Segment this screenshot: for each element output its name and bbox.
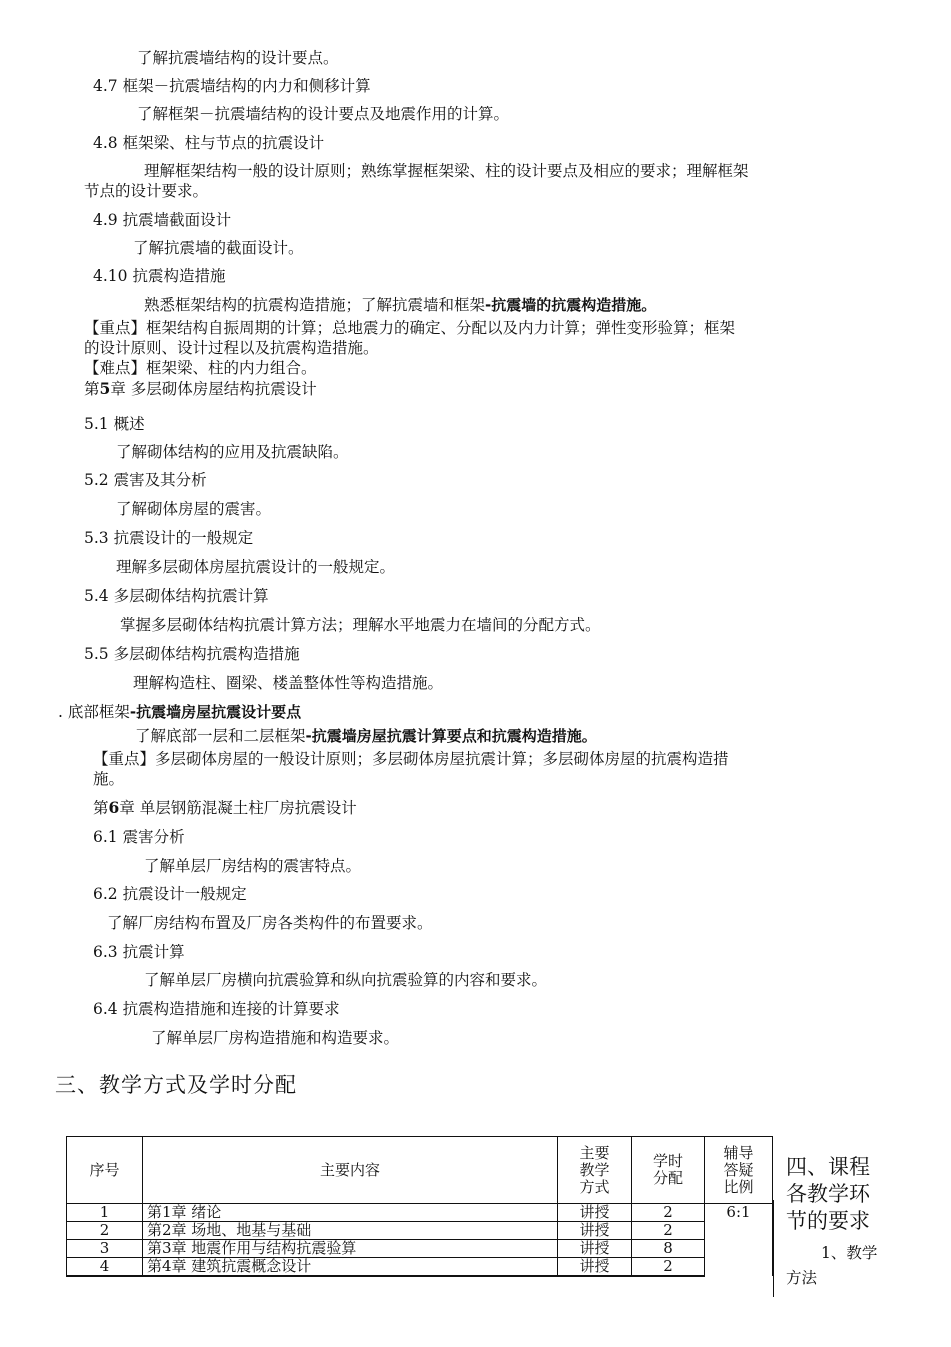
- cell-hours: 2: [632, 1204, 705, 1222]
- header-text: 比例: [723, 1177, 754, 1196]
- header-hours: [632, 1137, 705, 1204]
- table-row: [67, 1204, 773, 1222]
- table-row: [67, 1222, 773, 1240]
- subsection-heading: 5.5 多层砌体结构抗震构造措施: [84, 645, 300, 663]
- chapter-heading: [93, 798, 357, 818]
- cell-method: 讲授: [558, 1222, 632, 1240]
- text-line: 了解厂房结构布置及厂房各类构件的布置要求。: [107, 914, 433, 932]
- subsection-heading: 5.2 震害及其分析: [84, 471, 207, 489]
- bold-text-span: -抗震墙房屋抗震设计要点: [129, 703, 302, 721]
- text-line: 节点的设计要求。: [84, 182, 209, 200]
- subsection-heading: [58, 702, 301, 722]
- cell-method: 讲授: [558, 1258, 632, 1277]
- header-text: 主要: [579, 1143, 610, 1162]
- subheading-text: 1、教学: [821, 1244, 878, 1262]
- text-line: 了解抗震墙的截面设计。: [133, 239, 304, 257]
- subsection-heading: 5.4 多层砌体结构抗震计算: [84, 587, 269, 605]
- header-text: 学时: [652, 1152, 683, 1170]
- key-point-line: 【重点】框架结构自振周期的计算；总地震力的确定、分配以及内力计算；弹性变形验算；框架: [84, 319, 736, 337]
- section-title: 三、教学方式及学时分配: [55, 1073, 297, 1097]
- text-span: 熟悉框架结构的抗震构造措施；了解抗震墙和框架: [144, 296, 486, 314]
- cell-content: 第2章 场地、地基与基础: [143, 1222, 558, 1240]
- text-line: 了解砌体结构的应用及抗震缺陷。: [116, 443, 349, 461]
- cell-content: 第3章 地震作用与结构抗震验算: [143, 1240, 558, 1258]
- text-line: 了解框架－抗震墙结构的设计要点及地震作用的计算。: [137, 105, 510, 123]
- bold-text-span: -抗震墙的抗震构造措施。: [485, 296, 657, 314]
- subsection-heading: 4.10 抗震构造措施: [93, 267, 226, 285]
- subsection-heading: 4.8 框架梁、柱与节点的抗震设计: [93, 134, 325, 152]
- cell-content: 第1章 绪论: [143, 1204, 558, 1222]
- cell-no: 2: [67, 1222, 143, 1240]
- header-no: 序号: [67, 1137, 143, 1204]
- cell-hours: 2: [632, 1222, 705, 1240]
- table-row: [67, 1258, 773, 1277]
- text-line: 的设计原则、设计过程以及抗震构造措施。: [84, 339, 379, 357]
- text-line: 了解单层厂房构造措施和构造要求。: [151, 1029, 400, 1047]
- text-span: 章 单层钢筋混凝土柱厂房抗震设计: [119, 799, 357, 817]
- text-line: 理解框架结构一般的设计原则；熟练掌握框架梁、柱的设计要点及相应的要求；理解框架: [144, 162, 749, 180]
- text-line: 了解单层厂房结构的震害特点。: [144, 857, 362, 875]
- subsection-heading: 6.2 抗震设计一般规定: [93, 885, 247, 903]
- text-span: 了解底部一层和二层框架: [135, 727, 306, 745]
- cell-content: 第4章 建筑抗震概念设计: [143, 1258, 558, 1277]
- cell-method: 讲授: [558, 1240, 632, 1258]
- subsection-heading: 5.3 抗震设计的一般规定: [84, 529, 254, 547]
- header-text: 分配: [652, 1169, 683, 1187]
- table-row: [67, 1240, 773, 1258]
- subsection-heading: 6.1 震害分析: [93, 828, 185, 846]
- text-span: 章 多层砌体房屋结构抗震设计: [110, 380, 317, 398]
- header-text: 教学: [579, 1160, 610, 1179]
- chapter-number: 5: [99, 379, 111, 398]
- difficulty-line: 【难点】框架梁、柱的内力组合。: [84, 359, 317, 377]
- header-text: 方式: [579, 1177, 610, 1196]
- text-line: 了解砌体房屋的震害。: [116, 500, 272, 518]
- subsection-heading: 4.9 抗震墙截面设计: [93, 211, 232, 229]
- subsection-heading: 5.1 概述: [84, 415, 145, 433]
- header-text: 辅导: [723, 1143, 754, 1162]
- cell-hours: 8: [632, 1240, 705, 1258]
- cell-no: 1: [67, 1204, 143, 1222]
- text-span: . 底部框架: [58, 703, 130, 721]
- table-header-row: [67, 1137, 773, 1204]
- cell-no: 3: [67, 1240, 143, 1258]
- subheading-text: 方法: [786, 1269, 818, 1287]
- text-span: 第: [93, 799, 109, 817]
- header-ratio: [705, 1137, 773, 1204]
- cell-hours: 2: [632, 1258, 705, 1277]
- schedule-table: [66, 1136, 773, 1277]
- text-span: 第: [84, 380, 100, 398]
- cell-ratio: 6:1: [705, 1204, 773, 1277]
- text-line: 理解多层砌体房屋抗震设计的一般规定。: [116, 558, 396, 576]
- text-line: 了解抗震墙结构的设计要点。: [137, 49, 339, 67]
- section-title: 四、课程各教学环节的要求: [786, 1155, 870, 1233]
- text-line: [144, 295, 656, 315]
- text-line: 施。: [93, 770, 125, 788]
- key-point-line: 【重点】多层砌体房屋的一般设计原则；多层砌体房屋抗震计算；多层砌体房屋的抗震构造措: [93, 750, 729, 768]
- subsection-heading: 6.3 抗震计算: [93, 943, 185, 961]
- text-line: 理解构造柱、圈梁、楼盖整体性等构造措施。: [133, 674, 444, 692]
- divider-line: [773, 1200, 774, 1297]
- header-method: [558, 1137, 632, 1204]
- text-line: 掌握多层砌体结构抗震计算方法；理解水平地震力在墙间的分配方式。: [120, 616, 601, 634]
- cell-method: 讲授: [558, 1204, 632, 1222]
- subsection-heading: 4.7 框架－抗震墙结构的内力和侧移计算: [93, 77, 371, 95]
- cell-no: 4: [67, 1258, 143, 1277]
- chapter-number: 6: [108, 798, 120, 817]
- header-text: 答疑: [723, 1160, 754, 1179]
- chapter-heading: [84, 379, 317, 399]
- text-line: [135, 726, 597, 746]
- subsection-heading: 6.4 抗震构造措施和连接的计算要求: [93, 1000, 340, 1018]
- header-content: 主要内容: [143, 1137, 558, 1204]
- text-line: 了解单层厂房横向抗震验算和纵向抗震验算的内容和要求。: [144, 971, 548, 989]
- bold-text-span: -抗震墙房屋抗震计算要点和抗震构造措施。: [305, 727, 597, 745]
